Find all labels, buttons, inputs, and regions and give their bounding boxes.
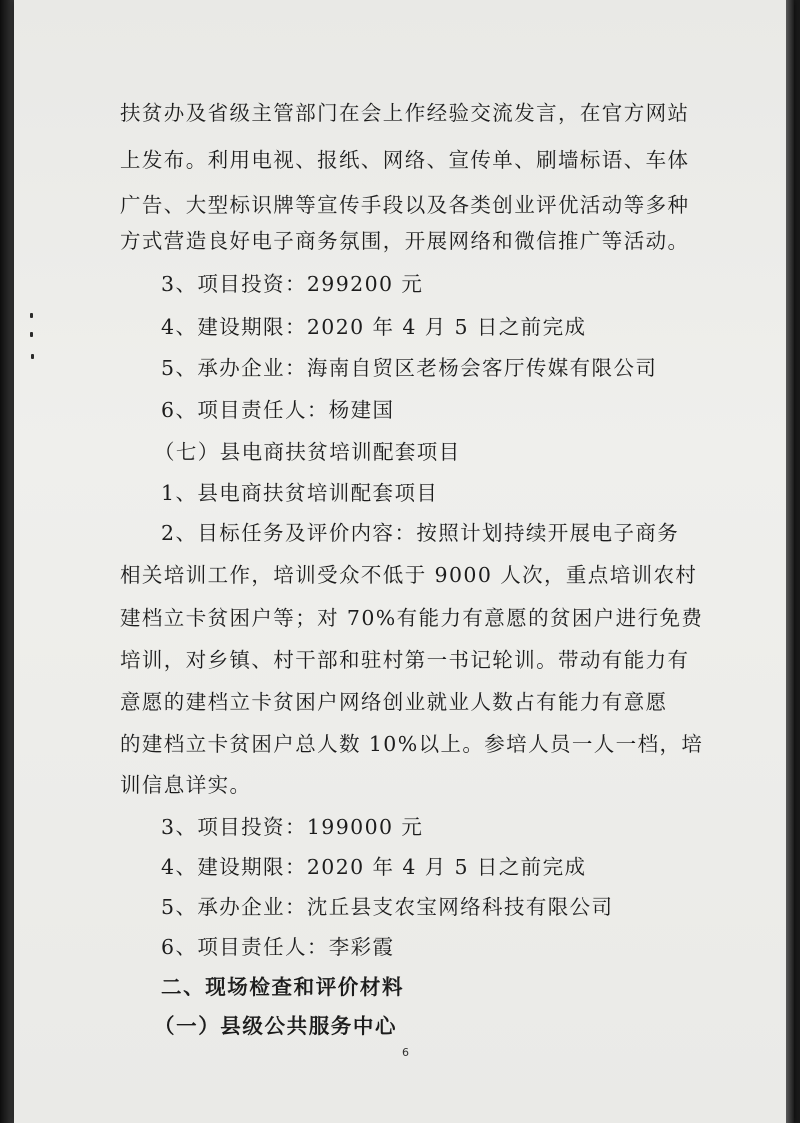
punch-hole-mark xyxy=(30,332,33,337)
scan-border-left xyxy=(0,0,14,1123)
section-heading: （七）县电商扶贫培训配套项目 xyxy=(154,440,461,464)
item-target-tasks: 2、目标任务及评价内容：按照计划持续开展电子商务 xyxy=(161,521,680,545)
punch-hole-mark xyxy=(30,313,33,318)
document-page xyxy=(14,0,794,1123)
item-responsible-person: 6、项目责任人：李彩霞 xyxy=(161,935,395,959)
item-deadline: 4、建设期限：2020 年 4 月 5 日之前完成 xyxy=(161,315,587,339)
punch-hole-mark xyxy=(31,354,34,359)
item-company: 5、承办企业：沈丘县支农宝网络科技有限公司 xyxy=(161,895,614,919)
body-line: 训信息详实。 xyxy=(120,773,252,797)
body-line: 相关培训工作，培训受众不低于 9000 人次，重点培训农村 xyxy=(120,563,698,587)
scan-border-right xyxy=(786,0,794,1123)
body-line: 广告、大型标识牌等宣传手段以及各类创业评优活动等多种 xyxy=(120,193,690,217)
subsection-heading: （一）县级公共服务中心 xyxy=(154,1014,398,1038)
page-number: 6 xyxy=(402,1046,409,1059)
item-deadline: 4、建设期限：2020 年 4 月 5 日之前完成 xyxy=(161,855,587,879)
body-line: 培训，对乡镇、村干部和驻村第一书记轮训。带动有能力有 xyxy=(120,648,690,672)
item-company: 5、承办企业：海南自贸区老杨会客厅传媒有限公司 xyxy=(161,356,658,380)
item-investment: 3、项目投资：299200 元 xyxy=(161,272,424,296)
body-line: 上发布。利用电视、报纸、网络、宣传单、刷墙标语、车体 xyxy=(120,148,690,172)
body-line: 意愿的建档立卡贫困户网络创业就业人数占有能力有意愿 xyxy=(120,690,668,714)
item-responsible-person: 6、项目责任人：杨建国 xyxy=(161,398,395,422)
body-line: 扶贫办及省级主管部门在会上作经验交流发言，在官方网站 xyxy=(120,101,690,125)
item-investment: 3、项目投资：199000 元 xyxy=(161,815,424,839)
body-line: 建档立卡贫困户等；对 70%有能力有意愿的贫困户进行免费 xyxy=(120,606,704,630)
chapter-heading: 二、现场检查和评价材料 xyxy=(161,975,405,999)
body-line: 的建档立卡贫困户总人数 10%以上。参培人员一人一档，培 xyxy=(120,732,704,756)
item-project-name: 1、县电商扶贫培训配套项目 xyxy=(161,481,439,505)
body-line: 方式营造良好电子商务氛围，开展网络和微信推广等活动。 xyxy=(120,229,690,253)
